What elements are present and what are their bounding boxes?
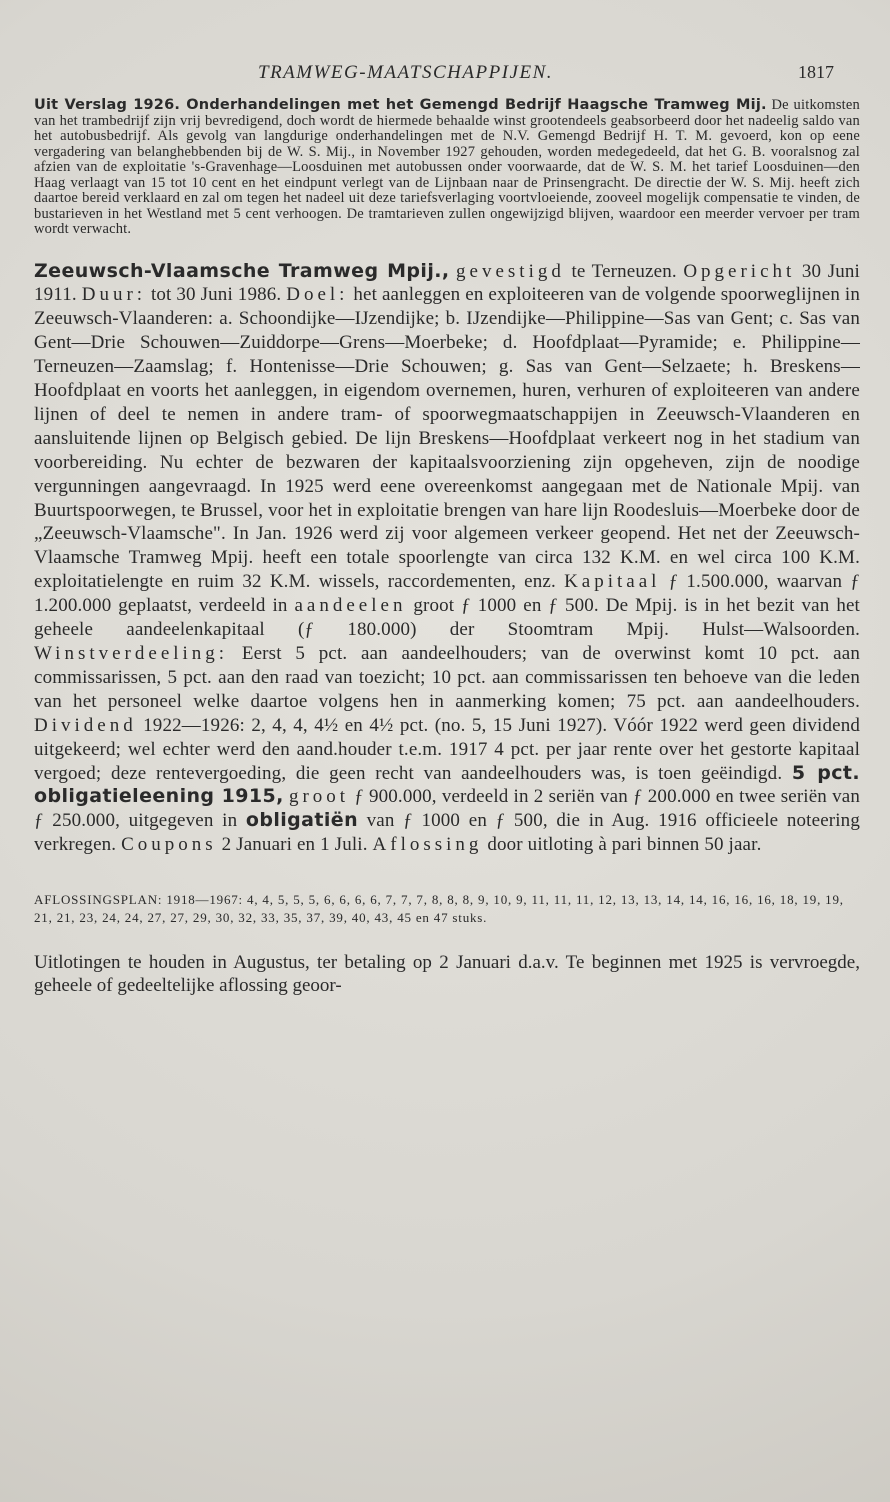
- obligatie-bold: obligatiën: [245, 809, 358, 832]
- aflossingsplan: [34, 891, 860, 927]
- verslag-text: De uitkomsten van het trambedrijf zijn vrij bevredigend, doch wordt de hiermede behaalde winst grootendeels geabsorbeerd door het nadeelig saldo van het autobusbedrijf. Als gevolg van langdurige onderhandelingen met de N.V. Gemengd Bedrijf H. T. M. gevoerd, kon op eene vergadering van belanghebbenden bij de W. S. Mij., in November 1927 gehouden, worden medegedeeld, dat het G. B. vooralsnog zal afzien van de exploitatie 's-Gravenhage—Loosduinen met autobussen onder voorwaarde, dat de W. S. M. het tarief Loosduinen—den Haag verlaagt van 15 tot 10 cent en het eindpunt verlegt van de Lijnbaan naar de Prinsengracht. De directie der W. S. Mij. heeft zich daartoe bereid verklaard en zal om tegen het nadeel uit deze tariefsverlaging voortvloeiende, zooveel mogelijk compensatie te vinden, de bustarieven in het Westland met 5 cent verhoogen. De tramtarieven zullen ongewijzigd blijven, waardoor een meerder vervoer per tram wordt verwacht.: [34, 97, 860, 237]
- dividend-label: Dividend: [34, 714, 137, 736]
- aflossingsplan-values: 4, 4, 5, 5, 5, 6, 6, 6, 6, 7, 7, 7, 8, 8, 8, 9, 10, 9, 11, 11, 11, 12, 13, 13, 14, 14, 16, 16, 16, 18, 19, 19, 21, 21, 23, 24, 24, 27, 27, 29, 30, 32, 33, 35, 37, 39, 40, 43, 45 en 47 stuks.: [34, 892, 844, 926]
- winst-label: Winstverdeeling:: [34, 643, 229, 664]
- zeeuwsch-vlaamsche-section: [34, 260, 860, 858]
- opgericht-label: Opgericht: [683, 260, 796, 282]
- winst-text: Eerst 5 pct. aan aandeelhouders; van de overwinst komt 10 pct. aan commissarissen, 5 pct. aan den raad van toezicht; 10 pct. aan commissarissen ten behoeve van die leden van het personeel welke daartoe volgens hen in aanmerking komen; 75 pct. aan aandeelhouders.: [34, 643, 860, 712]
- company-heading: Zeeuwsch-Vlaamsche Tramweg Mpij.,: [34, 259, 450, 282]
- aandeelen-text: groot ƒ 1000 en ƒ 500. De Mpij. is in het bezit van het geheele aandeelenkapitaal (ƒ 180.000) der Stoomtram Mpij. Hulst—Walsoorden.: [34, 595, 860, 641]
- running-head: TRAMWEG-MAATSCHAPPIJEN.: [258, 62, 553, 83]
- obligatie-text-a: ƒ 900.000, verdeeld in 2 seriën van ƒ 200.000 en twee seriën van ƒ 250.000, uitgegeven in: [34, 786, 860, 832]
- opgericht-text: 30 Juni 1911.: [34, 260, 860, 306]
- doel-text: het aanleggen en exploiteeren van de volgende spoorweglijnen in Zeeuwsch-Vlaanderen: a. Schoondijke—IJzendijke; b. IJzendijke—Philippine—Sas van Gent; c. Sas van Gent—Drie Schouwen—Zuiddorpe—Grens—Moerbeke; d. Hoofdplaat—Pyramide; e. Philippine—Terneuzen—Zaamslag; f. Hontenisse—Drie Schouwen; g. Sas van Gent—Selzaete; h. Breskens—Hoofdplaat en voorts het aanleggen, in eigendom overnemen, huren, verhuren of exploiteeren van andere lijnen of deel te nemen in andere tram- of spoorwegmaatschappijen in Zeeuwsch-Vlaanderen en aansluitende lijnen op Belgisch gebied. De lijn Breskens—Hoofdplaat verkeert nog in het stadium van voorbereiding. Nu echter de bezwaren der kapitaalsvoorziening zijn opgeheven, zijn de noodige vergunningen aangevraagd. In 1925 werd eene overeenkomst aangegaan met de Nationale Mpij. van Buurtspoorwegen, te Brussel, voor het in exploitatie brengen van hare lijn Roodesluis—Moerbeke door de „Zeeuwsch-Vlaamsche". In Jan. 1926 werd zij voor algemeen verkeer geopend. Het net der Zeeuwsch-Vlaamsche Tramweg Mpij. heeft een totale spoorlengte van circa 132 K.M. en wel circa 100 K.M. exploitatielengte en ruim 32 K.M. wissels, raccordementen, enz.: [34, 284, 860, 593]
- page-number: 1817: [798, 62, 834, 82]
- closing-paragraph: Uitlotingen te houden in Augustus, ter betaling op 2 Januari d.a.v. Te beginnen met 1925 is vervroegde, geheele of gedeeltelijke aflossing geoor-: [34, 952, 860, 997]
- kapitaal-text: ƒ 1.500.000, waarvan ƒ 1.200.000 geplaatst, verdeeld in: [34, 571, 861, 617]
- established-text: te Terneuzen.: [571, 260, 677, 282]
- aflossing-text: door uitloting à pari binnen 50 jaar.: [487, 834, 762, 856]
- aflossingsplan-label: AFLOSSINGSPLAN: 1918—1967:: [34, 892, 243, 908]
- dividend-text: 1922—1926: 2, 4, 4, 4½ en 4½ pct. (no. 5, 15 Juni 1927). Vóór 1922 werd geen dividend uitgekeerd; wel echter werd den aand.houder t.e.m. 1917 4 pct. per jaar rente over het gestorte kapitaal vergoed; deze rentevergoeding, die geen recht van aandeelhouders was, is toen geëindigd.: [34, 714, 860, 784]
- aandeelen-label: aandeelen: [294, 595, 407, 617]
- obligatie-heading: 5 pct. obligatieleening 1915,: [34, 761, 860, 808]
- verslag-section: [34, 98, 860, 238]
- coupons-text: 2 Januari en 1 Juli.: [221, 834, 368, 856]
- page-header: [34, 56, 860, 86]
- duur-label: Duur:: [81, 284, 147, 306]
- aflossing-label: Aflossing: [372, 834, 483, 856]
- coupons-label: Coupons: [121, 834, 217, 856]
- doel-label: Doel:: [286, 284, 349, 306]
- established-label: gevestigd: [456, 260, 565, 282]
- duur-text: tot 30 Juni 1986.: [150, 284, 282, 306]
- obligatie-text-b: van ƒ 1000 en ƒ 500, die in Aug. 1916 officieele noteering verkregen.: [34, 810, 860, 856]
- kapitaal-label: Kapitaal: [564, 571, 661, 593]
- verslag-heading: Uit Verslag 1926. Onderhandelingen met het Gemengd Bedrijf Haagsche Tramweg Mij.: [34, 97, 767, 113]
- obligatie-groot: groot: [288, 786, 350, 808]
